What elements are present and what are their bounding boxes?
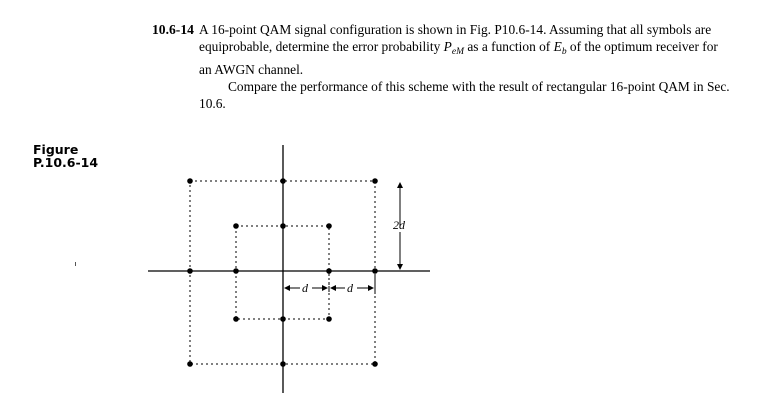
constellation-point (233, 268, 239, 274)
dimension-d1-label: d (302, 281, 308, 295)
constellation-point (326, 268, 332, 274)
dimension-d2-label: d (347, 281, 353, 295)
problem-text-part1: A 16-point QAM signal configuration is shown in Fig. P10.6-14. Assuming that all symbols are equiprobable, determine the error probability (199, 22, 712, 54)
constellation-point (187, 268, 193, 274)
constellation-point (372, 268, 378, 274)
figure-label-line2: P.10.6-14 (33, 155, 99, 170)
constellation-point (326, 223, 332, 229)
constellation-point (280, 178, 286, 184)
problem-text-part3: of the optimum receiver for an AWGN channel. (199, 39, 718, 77)
eb-subscript: b (561, 47, 567, 57)
compare-text: Compare the performance of this scheme with the result of rectangular 16-point QAM in Sec. 10.6. (199, 79, 730, 111)
constellation-point (187, 178, 193, 184)
constellation-point (233, 223, 239, 229)
figure-label-line1: Figure (33, 142, 79, 157)
eb-symbol: E (553, 39, 562, 54)
constellation-point (187, 361, 193, 367)
dimension-2d-label: 2d (393, 218, 405, 232)
constellation-point (372, 361, 378, 367)
pem-symbol: P (443, 39, 452, 54)
constellation-point (280, 223, 286, 229)
problem-text-part2: as a function of (464, 39, 554, 54)
constellation-point (233, 316, 239, 322)
problem-number: 10.6-14 (152, 22, 194, 37)
pem-subscript: eM (451, 47, 464, 57)
constellation-point (372, 178, 378, 184)
constellation-point (280, 361, 286, 367)
constellation-point (326, 316, 332, 322)
constellation-point (280, 316, 286, 322)
